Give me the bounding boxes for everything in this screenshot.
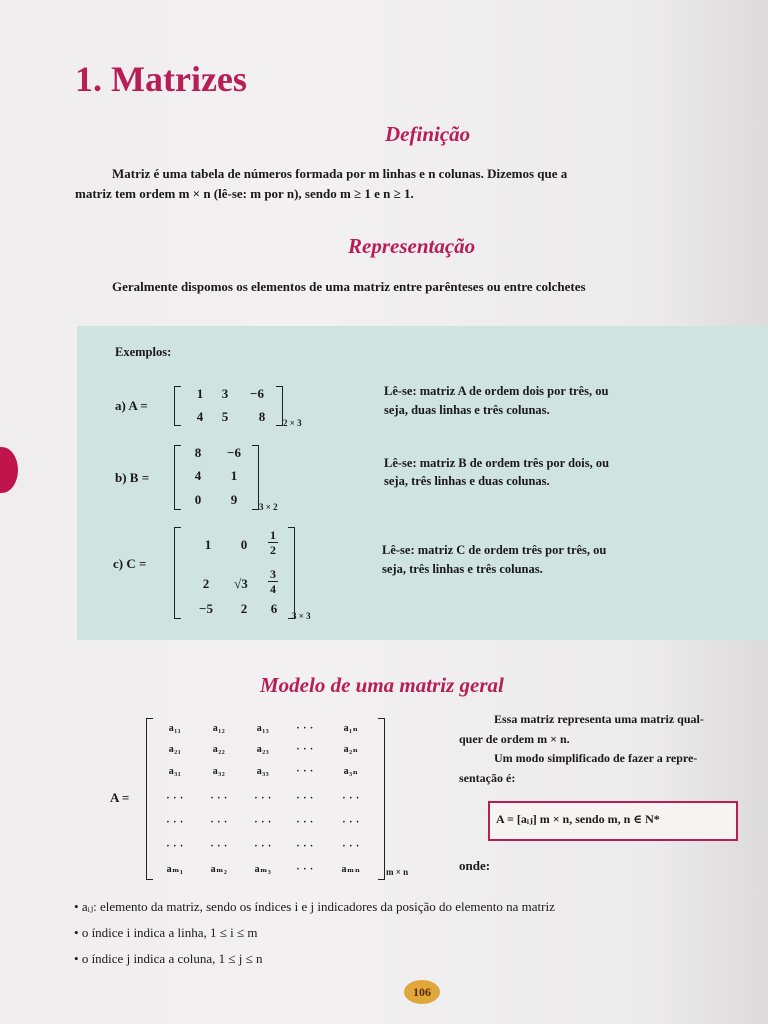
general-matrix-cell: · · · <box>296 864 314 875</box>
matrix-a-cell: −6 <box>250 386 264 401</box>
general-matrix-cell: · · · <box>296 723 314 734</box>
general-matrix-cell: · · · <box>296 841 314 852</box>
matrix-b-order: 3 × 2 <box>259 502 278 512</box>
example-b-desc-1: Lê-se: matriz B de ordem três por dois, ou <box>384 456 610 470</box>
general-matrix-cell: · · · <box>210 817 228 828</box>
modelo-text-4: sentação é: <box>459 771 516 785</box>
bracket-right <box>276 386 283 426</box>
matrix-b-cell: 0 <box>194 492 202 507</box>
general-matrix-cell: · · · <box>166 793 184 804</box>
general-matrix-cell: a₃₃ <box>256 766 270 777</box>
bracket-right <box>378 718 385 880</box>
general-matrix-cell: aₘₙ <box>341 864 361 875</box>
bracket-right <box>252 445 259 510</box>
matrix-a-cell: 4 <box>196 409 204 424</box>
example-a-desc-1: Lê-se: matriz A de ordem dois por três, ou <box>384 384 609 398</box>
example-c-desc-2: seja, três linhas e três colunas. <box>382 562 543 576</box>
general-matrix-cell: a₁₃ <box>256 723 270 734</box>
formula-text: A = [aᵢⱼ] m × n, sendo m, n ∈ N* <box>496 812 660 826</box>
matrix-b-cell: 4 <box>194 468 202 483</box>
general-matrix-cell: · · · <box>296 793 314 804</box>
matrix-b-cell: 8 <box>194 445 202 460</box>
matrix-a-cell: 3 <box>221 386 229 401</box>
general-matrix-cell: · · · <box>166 841 184 852</box>
definicao-line-1: Matriz é uma tabela de números formada por m linhas e n colunas. Dizemos que a <box>112 166 568 181</box>
modelo-text-2: quer de ordem m × n. <box>459 732 570 746</box>
example-b-desc-2: seja, três linhas e duas colunas. <box>384 474 550 488</box>
list-item: • o índice i indica a linha, 1 ≤ i ≤ m <box>74 925 258 940</box>
general-matrix-cell: · · · <box>210 841 228 852</box>
matrix-b-cell: 9 <box>230 492 238 507</box>
bullet-text: aᵢⱼ: elemento da matriz, sendo os índices i e j indicadores da posição do elemento na matriz <box>81 899 555 914</box>
matrix-c-fraction <box>268 528 278 557</box>
matrix-c-cell: 2 <box>240 601 248 616</box>
general-matrix-cell: a₃₂ <box>212 766 226 777</box>
definicao-heading: Definição <box>385 122 471 146</box>
matrix-b-cell: −6 <box>227 445 241 460</box>
definicao-line-2: matriz tem ordem m × n (lê-se: m por n), sendo m ≥ 1 e n ≥ 1. <box>75 186 414 201</box>
example-c-prefix: c) C = <box>113 556 147 571</box>
matrix-a-order: 2 × 3 <box>283 418 302 428</box>
matrix-b-cell: 1 <box>230 468 238 483</box>
matrix-c-order: 3 × 3 <box>292 611 311 621</box>
bracket-left <box>174 445 181 510</box>
bracket-left <box>174 527 181 619</box>
modelo-text-1: Essa matriz representa uma matriz qual- <box>494 712 704 726</box>
general-matrix-cell: a₂₃ <box>256 744 270 755</box>
general-matrix-cell: · · · <box>296 766 314 777</box>
general-matrix-cell: · · · <box>254 817 272 828</box>
modelo-lhs: A = <box>110 790 130 805</box>
modelo-order: m × n <box>386 867 409 877</box>
list-item: • o índice j indica a coluna, 1 ≤ j ≤ n <box>74 951 263 966</box>
representacao-line-1: Geralmente dispomos os elementos de uma matriz entre parênteses ou entre colchetes <box>112 279 586 294</box>
general-matrix-cell: a₃ₙ <box>343 766 359 777</box>
example-c-desc-1: Lê-se: matriz C de ordem três por três, ou <box>382 543 607 557</box>
matrix-c-cell: 6 <box>270 601 278 616</box>
example-a-desc-2: seja, duas linhas e três colunas. <box>384 403 550 417</box>
general-matrix-cell: aₘ₃ <box>254 864 272 875</box>
general-matrix-cell: · · · <box>342 841 360 852</box>
matrix-a-cell: 5 <box>221 409 229 424</box>
example-b-prefix: b) B = <box>115 470 150 485</box>
onde-label: onde: <box>459 858 491 873</box>
fraction-denominator: 4 <box>270 582 276 596</box>
general-matrix-cell: a₃₁ <box>168 766 182 777</box>
bracket-left <box>174 386 181 426</box>
modelo-text-3: Um modo simplificado de fazer a repre- <box>494 751 698 765</box>
general-matrix-cell: a₂₂ <box>212 744 226 755</box>
matrix-c-cell: −5 <box>199 601 213 616</box>
general-matrix-cell: aₘ₂ <box>210 864 228 875</box>
fraction-numerator: 1 <box>270 528 276 542</box>
example-a-prefix: a) A = <box>115 398 148 413</box>
bullet-text: o índice j indica a coluna, 1 ≤ j ≤ n <box>81 951 263 966</box>
page-tab-marker <box>0 447 18 493</box>
matrix-c-cell: 0 <box>240 537 248 552</box>
examples-label: Exemplos: <box>115 345 172 359</box>
general-matrix-cell: · · · <box>166 817 184 828</box>
chapter-title: 1. Matrizes <box>75 59 247 99</box>
general-matrix-cell: · · · <box>342 793 360 804</box>
fraction-numerator: 3 <box>270 567 276 581</box>
general-matrix-cell: · · · <box>254 841 272 852</box>
list-item: • aᵢⱼ: elemento da matriz, sendo os índices i e j indicadores da posição do elemento na matriz <box>74 899 555 914</box>
general-matrix-cell: a₂ₙ <box>343 744 359 755</box>
general-matrix-cell: · · · <box>296 744 314 755</box>
general-matrix-cell: a₂₁ <box>168 744 182 755</box>
bullet-text: o índice i indica a linha, 1 ≤ i ≤ m <box>81 925 258 940</box>
representacao-heading: Representação <box>348 234 476 258</box>
general-matrix-cell: · · · <box>210 793 228 804</box>
matrix-c-cell: 1 <box>204 537 212 552</box>
matrix-a-cell: 1 <box>196 386 204 401</box>
page-number: 106 <box>404 980 440 1004</box>
general-matrix-cell: aₘ₁ <box>166 864 184 875</box>
general-matrix-cell: · · · <box>254 793 272 804</box>
matrix-c-fraction <box>268 567 278 596</box>
bracket-left <box>146 718 153 880</box>
general-matrix-cell: a₁₂ <box>212 723 226 734</box>
matrix-c-cell: 2 <box>202 576 210 591</box>
matrix-a-cell: 8 <box>258 409 266 424</box>
general-matrix-cell: a₁₁ <box>168 723 182 734</box>
general-matrix-cell: · · · <box>296 817 314 828</box>
general-matrix-cell: · · · <box>342 817 360 828</box>
fraction-denominator: 2 <box>270 543 276 557</box>
matrix-c-cell: √3 <box>234 576 248 591</box>
general-matrix-cell: a₁ₙ <box>343 723 359 734</box>
bracket-right <box>288 527 295 619</box>
modelo-heading: Modelo de uma matriz geral <box>260 673 504 697</box>
